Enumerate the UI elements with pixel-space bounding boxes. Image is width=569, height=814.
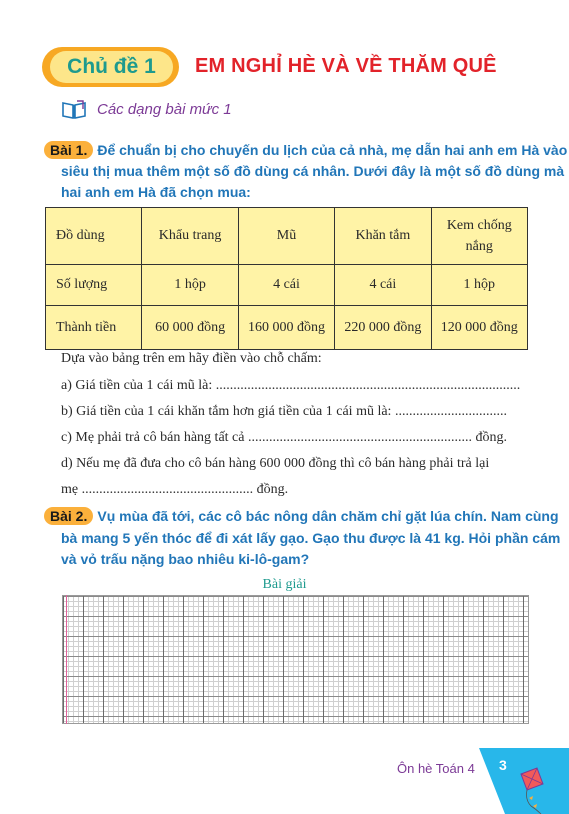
table-cell: 1 hộp (431, 265, 527, 306)
book-icon (61, 99, 87, 119)
exercise-2-text-1: Vụ mùa đã tới, các cô bác nông dân chăm chỉ gặt lúa chín. Nam cùng (97, 508, 559, 524)
table-row (46, 265, 528, 306)
table-cell: 4 cái (238, 265, 334, 306)
table-cell: Khẩu trang (142, 208, 238, 265)
solution-title: Bài giải (262, 577, 307, 592)
topic-title: EM NGHỈ HÈ VÀ VỀ THĂM QUÊ (195, 55, 497, 77)
exercise-1-line-1 (44, 140, 567, 161)
table-row (46, 208, 528, 265)
question-d-line-2: mẹ ................................................. đồng. (61, 482, 289, 497)
table-cell: Kem chống nắng (431, 208, 527, 265)
table-cell: 1 hộp (142, 265, 238, 306)
table-row (46, 306, 528, 350)
table-cell: 4 cái (335, 265, 431, 306)
table-cell: Mũ (238, 208, 334, 265)
topic-label: Chủ đề 1 (67, 55, 156, 78)
exercise-1-prompt: Dựa vào bảng trên em hãy điền vào chỗ chấm: (61, 351, 322, 366)
exercise-2-badge: Bài 2. (44, 507, 93, 525)
table-cell: Thành tiền (46, 306, 142, 350)
table-cell: 60 000 đồng (142, 306, 238, 350)
exercise-2-text-2: bà mang 5 yến thóc để đi xát lấy gạo. Gạo thu được là 41 kg. Hỏi phần cám (61, 530, 561, 546)
page-number: 3 (499, 757, 507, 773)
question-a: a) Giá tiền của 1 cái mũ là: ....................................................................................... (61, 378, 521, 393)
table-cell: 220 000 đồng (335, 306, 431, 350)
book-title: Ôn hè Toán 4 (397, 761, 475, 776)
table-cell: Đồ dùng (46, 208, 142, 265)
exercise-2-text-3: và vỏ trấu nặng bao nhiêu ki-lô-gam? (61, 551, 310, 567)
topic-label-box (50, 51, 173, 83)
grid-margin-line (66, 595, 67, 724)
table-cell: 120 000 đồng (431, 306, 527, 350)
exercise-2-line-1 (44, 506, 559, 527)
table-cell: Khăn tắm (335, 208, 431, 265)
question-b: b) Giá tiền của 1 cái khăn tắm hơn giá tiền của 1 cái mũ là: ................................ (61, 404, 507, 419)
exercise-1-text-1: Để chuẩn bị cho chuyến du lịch của cả nhà, mẹ dẫn hai anh em Hà vào (97, 142, 568, 158)
page-number-tab (479, 748, 569, 814)
answer-grid[interactable] (62, 595, 529, 724)
question-c: c) Mẹ phải trả cô bán hàng tất cả ................................................................ đồng. (61, 430, 507, 445)
table-cell: 160 000 đồng (238, 306, 334, 350)
goods-table (45, 207, 528, 350)
exercise-1-badge: Bài 1. (44, 141, 93, 159)
question-d-line-1: d) Nếu mẹ đã đưa cho cô bán hàng 600 000 đồng thì cô bán hàng phải trả lại (61, 456, 490, 471)
table-cell: Số lượng (46, 265, 142, 306)
section-title: Các dạng bài mức 1 (97, 100, 232, 118)
exercise-1-text-3: hai anh em Hà đã chọn mua: (61, 184, 251, 200)
exercise-1-text-2: siêu thị mua thêm một số đồ dùng cá nhân. Dưới đây là một số đồ dùng mà (61, 163, 565, 179)
section-heading (61, 99, 232, 119)
